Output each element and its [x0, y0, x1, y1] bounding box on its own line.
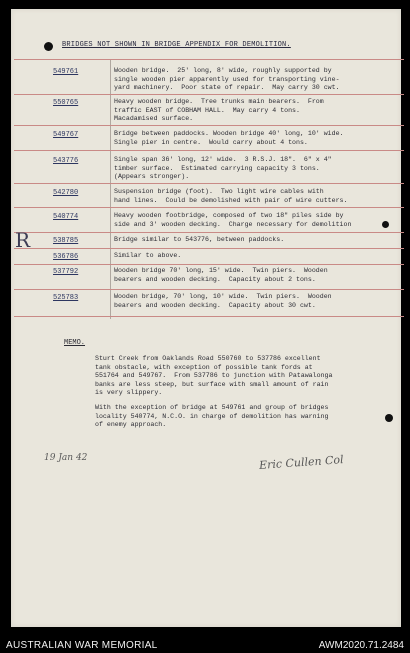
bridge-description: Wooden bridge, 70' long, 10' wide. Twin piers. Wooden bearers and wooden decking. Capacity about 30 cwt. — [114, 293, 332, 309]
row-rule — [14, 248, 404, 249]
grid-reference: 525783 — [53, 294, 79, 302]
bridge-description: Wooden bridge 70' long, 15' wide. Twin piers. Wooden bearers and wooden decking. Capacity about 2 tons. — [114, 267, 328, 283]
row-rule — [14, 316, 404, 317]
row-rule — [14, 232, 404, 233]
bridge-description: Bridge similar to 543776, between paddocks. — [114, 236, 285, 243]
bridge-description: Suspension bridge (foot). Two light wire cables with hand lines. Could be demolished with pair of wire cutters. — [114, 188, 348, 204]
row-rule — [14, 289, 404, 290]
handwritten-date: 19 Jan 42 — [44, 453, 88, 463]
grid-reference: 549761 — [53, 68, 79, 76]
grid-reference: 540774 — [53, 213, 79, 221]
row-rule — [14, 264, 404, 265]
document-title: BRIDGES NOT SHOWN IN BRIDGE APPENDIX FOR DEMOLITION. — [62, 41, 291, 49]
memo-paragraph: With the exception of bridge at 549761 and group of bridges locality 540774, N.C.O. in charge of demolition has warning of enemy approach. — [95, 404, 329, 429]
bridge-description: Single span 36' long, 12' wide. 3 R.S.J. 18". 6" x 4" timber surface. Estimated carrying capacity 3 tons. (Appears stronger). — [114, 156, 332, 181]
memo-label: MEMO. — [64, 339, 86, 347]
memo-paragraph: Sturt Creek from Oaklands Road 550760 to 537786 excellent tank obstacle, with exception of possible tank fords at 551764 and 549767. From 537786 to junction with Patawalonga banks are less steep, but surface with small amount of rain is very slippery. — [95, 355, 333, 397]
bridge-description: Similar to above. — [114, 252, 182, 259]
bridge-description: Bridge between paddocks. Wooden bridge 40' long, 10' wide. Single pier in centre. Would carry about 4 tons. — [114, 130, 344, 146]
row-rule — [14, 125, 404, 126]
footer-catalog-id: AWM2020.71.2484 — [318, 640, 404, 651]
bridge-description: Wooden bridge. 25' long, 8' wide, roughly supported by single wooden pier apparently used for transporting vine- yard machinery. Poor state of repair. May carry 30 cwt. — [114, 67, 340, 92]
row-rule — [14, 207, 404, 208]
footer-source: AUSTRALIAN WAR MEMORIAL — [6, 640, 158, 651]
table-rule — [14, 59, 404, 60]
grid-reference: 537792 — [53, 268, 79, 276]
punch-hole — [44, 42, 53, 51]
grid-reference: 550765 — [53, 99, 79, 107]
row-rule — [14, 150, 404, 151]
grid-reference: 536786 — [53, 253, 79, 261]
grid-reference: 543776 — [53, 157, 79, 165]
grid-reference: 538785 — [53, 237, 79, 245]
grid-reference: 542780 — [53, 189, 79, 197]
grid-reference: 549767 — [53, 131, 79, 139]
margin-mark: R — [15, 228, 31, 252]
table-column-divider — [110, 60, 111, 319]
bridge-description: Heavy wooden footbridge, composed of two 18" piles side by side and 3' wooden decking. Charge necessary for demolition — [114, 212, 352, 228]
bridge-description: Heavy wooden bridge. Tree trunks main bearers. From traffic EAST of COBHAM HALL. May carry 4 tons. Macadamised surface. — [114, 98, 324, 123]
signature: Eric Cullen Col — [258, 453, 345, 472]
row-rule — [14, 183, 404, 184]
row-rule — [14, 94, 404, 95]
